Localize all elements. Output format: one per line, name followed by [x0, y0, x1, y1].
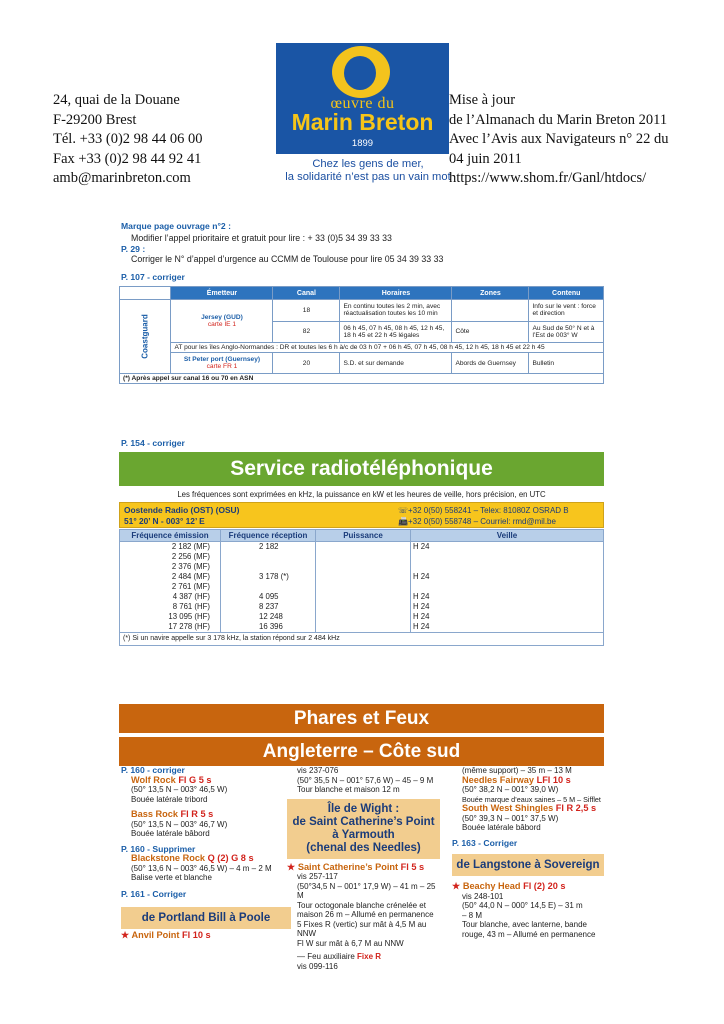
text-line: vis 248-101: [462, 891, 504, 901]
text-line: vis 257-117: [297, 872, 338, 881]
light-position: (50° 13,5 N – 003° 46,5 W): [131, 785, 228, 794]
aux-line: [297, 952, 440, 962]
station-info: [124, 505, 239, 527]
beachy-details: [452, 892, 604, 940]
needles-heading: [462, 776, 604, 786]
jersey-cell: [171, 300, 273, 343]
header-zones: Zones: [452, 287, 529, 300]
table-row: [120, 552, 604, 562]
text-line: vis 099-116: [297, 961, 338, 971]
cell: 12 248: [221, 612, 316, 622]
update-line: Avec l’Avis aux Navigateurs n° 22 du: [449, 131, 669, 147]
marque-text: Modifier l’appel prioritaire et gratuit pour lire : + 33 (0)5 34 39 33 33: [131, 233, 392, 243]
logo-year: 1899: [351, 138, 374, 149]
wight-box: [287, 799, 440, 859]
text-line: vis 237-076: [297, 766, 339, 775]
logo-tagline: [268, 158, 468, 184]
light-code: Fl R 2,5 s: [555, 803, 597, 813]
cell: 8 761 (HF): [120, 602, 221, 612]
header-freq-emission: Fréquence émission: [120, 530, 221, 542]
cell: [316, 542, 411, 553]
coastguard-table: [119, 286, 604, 384]
cell: Info sur le vent : force et direction: [529, 300, 604, 322]
text-line: (50° 44,0 N – 000° 14,5 E) – 31 m: [462, 901, 583, 910]
cell: [411, 582, 604, 592]
cell: 2 484 (MF): [120, 572, 221, 582]
cell: 2 256 (MF): [120, 552, 221, 562]
box-line: Île de Wight :: [327, 802, 400, 815]
table-header-row: [120, 287, 604, 300]
p161-title: P. 161 - Corriger: [121, 888, 187, 899]
text-line: 5 Fixes R (vertic) sur mât à 4,5 M au NNW: [297, 919, 427, 938]
light-position: (50° 13,6 N – 003° 46,5 W) – 4 m – 2 M: [131, 863, 272, 873]
logo-line1: œuvre du: [330, 95, 395, 112]
table-row: [120, 300, 604, 322]
p29-text: Corriger le N° d’appel d’urgence au CCMM de Toulouse pour lire 05 34 39 33 33: [131, 254, 444, 264]
light-code: Fl 5 s: [400, 861, 425, 872]
address-line: amb@marinbreton.com: [53, 170, 191, 186]
text-line: (50° 35,5 N – 001° 57,6 W) – 45 – 9 M: [297, 775, 434, 785]
cell: 4 387 (HF): [120, 592, 221, 602]
cell: [221, 562, 316, 572]
cell: [316, 622, 411, 633]
light-position: (50° 13,5 N – 003° 46,7 W): [131, 819, 228, 829]
light-code: Fl 10 s: [182, 930, 211, 940]
cell: En continu toutes les 2 min, avec réactualisation toutes les 10 min: [340, 300, 452, 322]
light-description: Bouée latérale bâbord: [462, 823, 541, 832]
table-row: [120, 602, 604, 612]
bass-rock-heading: [131, 810, 291, 820]
cell: S.D. et sur demande: [340, 353, 452, 374]
light-description: Bouée marque d’eaux saines – 5 M – Sifflet: [462, 794, 601, 804]
tagline-line: Chez les gens de mer,: [312, 158, 424, 170]
box-line: de Saint Catherine’s Point: [292, 815, 435, 828]
cell: 18: [273, 300, 340, 322]
table-footnote: (*) Après appel sur canal 16 ou 70 en ASN: [120, 374, 604, 384]
address-line: 24, quai de la Douane: [53, 92, 180, 108]
bass-rock-entry: [121, 810, 291, 839]
address-line: Tél. +33 (0)2 98 44 06 00: [53, 131, 203, 147]
update-line: 04 juin 2011: [449, 150, 522, 167]
stpeter-card: carte FR 1: [206, 363, 238, 370]
table-row: [120, 592, 604, 602]
header-canal: Canal: [273, 287, 340, 300]
phares-banner: Phares et Feux: [119, 704, 604, 733]
cell: 17 278 (HF): [120, 622, 221, 633]
light-name: Blackstone Rock: [131, 853, 206, 863]
table-row: [120, 562, 604, 572]
cell: Abords de Guernsey: [452, 353, 529, 374]
header-emetteur: Émetteur: [171, 287, 273, 300]
wolf-rock-entry: [121, 776, 291, 805]
table-footnote-row: [120, 374, 604, 384]
light-code: Fl (2) 20 s: [523, 881, 566, 891]
cell: [411, 552, 604, 562]
marin-breton-logo: [276, 43, 449, 154]
star-icon: ★: [287, 861, 296, 872]
table-row: [120, 572, 604, 582]
needles-entry: [452, 776, 604, 805]
cell: [316, 592, 411, 602]
cell: [316, 612, 411, 622]
light-code: Q (2) G 8 s: [207, 853, 254, 863]
radio-service-banner: Service radiotéléphonique: [119, 452, 604, 486]
light-name: Anvil Point: [131, 930, 180, 940]
p154-title: P. 154 - corriger: [121, 438, 185, 448]
cell: [316, 552, 411, 562]
header-freq-reception: Fréquence réception: [221, 530, 316, 542]
cell: 16 396: [221, 622, 316, 633]
light-name: Wolf Rock: [131, 774, 176, 785]
update-link[interactable]: https://www.shom.fr/Ganl/htdocs/: [449, 170, 647, 186]
text-line: (50°34,5 N – 001° 17,9 W) – 41 m – 25 M: [297, 881, 436, 900]
frequency-table: [119, 529, 604, 646]
jersey-name: Jersey (GUD): [201, 314, 243, 321]
column-1: [121, 766, 291, 941]
update-info: [449, 91, 668, 189]
station-fax: 📠+32 0(50) 558748 – Courriel: rmd@mil.be: [398, 517, 556, 526]
update-line: de l’Almanach du Marin Breton 2011: [449, 111, 668, 128]
cell: [452, 300, 529, 322]
station-phone: ☏+32 0(50) 558241 – Telex: 81080Z OSRAD B: [398, 506, 569, 515]
p29-title: P. 29 :: [121, 244, 146, 254]
tagline-line: la solidarité n’est pas un vain mot: [285, 171, 451, 183]
text-line: Fl W sur mât à 6,7 M au NNW: [297, 938, 404, 948]
column-2: [287, 766, 440, 971]
table-row: [120, 582, 604, 592]
station-contact: [398, 505, 569, 527]
cell: H 24: [411, 592, 604, 602]
light-description: Balise verte et blanche: [131, 873, 212, 882]
light-code: LFl 10 s: [536, 774, 571, 785]
cell: [316, 572, 411, 582]
text-line: maison 26 m – Allumé en permanence: [297, 910, 434, 919]
table-footnote-row: [120, 633, 604, 646]
aux-code: Fixe R: [357, 952, 382, 961]
light-code: Fl R 5 s: [180, 809, 214, 819]
update-line: Mise à jour: [449, 92, 516, 108]
cell: 2 182: [221, 542, 316, 553]
blackstone-heading: [131, 854, 291, 864]
table-row: [120, 343, 604, 353]
cell: [411, 562, 604, 572]
cell: Côte: [452, 321, 529, 343]
address-line: Fax +33 (0)2 98 44 92 41: [53, 150, 202, 167]
logo-emblem: [332, 46, 390, 98]
blackstone-entry: [121, 854, 291, 883]
station-name: Oostende Radio (OST) (OSU): [124, 505, 240, 515]
text-line: Tour octogonale blanche crénelée et: [297, 900, 426, 910]
cell: 82: [273, 321, 340, 343]
radio-subtitle: Les fréquences sont exprimées en kHz, la puissance en kW et les heures de veille, hors précision, en UTC: [177, 490, 546, 499]
text-line: rouge, 43 m – Allumé en permanence: [462, 929, 596, 939]
at-row-cell: AT pour les îles Anglo-Normandes : DR et toutes les 6 h à/c de 03 h 07 + 06 h 45, 07 h 45, 08 h 45, 12 h 45, 18 h 45 et 22 h 45: [171, 343, 604, 353]
header-puissance: Puissance: [316, 530, 411, 542]
table-row: [120, 622, 604, 633]
p163-title: P. 163 - Corriger: [452, 837, 518, 848]
header-horaires: Horaires: [340, 287, 452, 300]
table-header-row: [120, 530, 604, 542]
light-code: Fl G 5 s: [178, 774, 212, 785]
cell: H 24: [411, 602, 604, 612]
address-line: F-29200 Brest: [53, 111, 137, 128]
table-row: [120, 542, 604, 553]
light-name: Saint Catherine’s Point: [297, 861, 399, 872]
cell: 3 178 (*): [221, 572, 316, 582]
light-name: South West Shingles: [462, 803, 554, 813]
light-position: (50° 39,3 N – 001° 37,5 W): [462, 813, 559, 823]
cell: H 24: [411, 612, 604, 622]
light-position: (50° 38,2 N – 001° 39,0 W): [462, 785, 559, 794]
box-line: (chenal des Needles): [306, 841, 421, 854]
angleterre-banner: Angleterre – Côte sud: [119, 737, 604, 766]
table-row: [120, 612, 604, 622]
cell: 8 237: [221, 602, 316, 612]
header-contenu: Contenu: [529, 287, 604, 300]
side-label-cell: [120, 300, 171, 374]
p160s-title: P. 160 - Supprimer: [121, 843, 196, 854]
logo-line2: Marin Breton: [291, 109, 434, 135]
sws-entry: [452, 804, 604, 833]
sender-address: [53, 91, 203, 189]
stpeter-name: St Peter port (Guernsey): [183, 356, 261, 363]
jersey-card: carte IE 1: [207, 321, 237, 328]
marque-title: Marque page ouvrage n°2 :: [121, 221, 231, 231]
beachy-heading: [452, 882, 604, 892]
text-line: Tour blanche, avec lanterne, bande: [462, 920, 587, 929]
cell: 2 376 (MF): [120, 562, 221, 572]
aux-text: — Feu auxiliaire: [297, 952, 355, 961]
coastguard-label: Coastguard: [140, 314, 150, 359]
p107-title: P. 107 - corriger: [121, 272, 185, 282]
text-line: – 8 M: [462, 910, 483, 920]
cell: 2 761 (MF): [120, 582, 221, 592]
station-position: 51° 20’ N - 003° 12’ E: [124, 516, 205, 526]
light-name: Needles Fairway: [462, 774, 535, 785]
cell: 20: [273, 353, 340, 374]
freq-footnote: (*) Si un navire appelle sur 3 178 kHz, la station répond sur 2 484 kHz: [120, 633, 604, 646]
anvil-continued: [287, 766, 440, 795]
light-description: Bouée latérale tribord: [131, 794, 208, 804]
stc-details: [287, 872, 440, 971]
cell: [316, 562, 411, 572]
cell: [221, 552, 316, 562]
sws-heading: [462, 804, 604, 814]
table-row: [120, 353, 604, 374]
cell: 13 095 (HF): [120, 612, 221, 622]
cell: 2 182 (MF): [120, 542, 221, 553]
stpeter-cell: [171, 353, 273, 374]
portland-box: de Portland Bill à Poole: [121, 907, 291, 929]
cell: 06 h 45, 07 h 45, 08 h 45, 12 h 45, 18 h 45 et 22 h 45 légales: [340, 321, 452, 343]
anvil-heading: [121, 931, 291, 941]
p160-title: P. 160 - corriger: [121, 765, 185, 775]
cell: [316, 582, 411, 592]
stc-heading: [287, 863, 440, 873]
light-name: Beachy Head: [462, 881, 521, 891]
light-name: Bass Rock: [131, 809, 178, 819]
header-blank: [120, 287, 171, 300]
station-box: [119, 502, 604, 528]
wolf-rock-heading: [131, 776, 291, 786]
cell: H 24: [411, 542, 604, 553]
text-line: (même support) – 35 m – 13 M: [462, 766, 572, 775]
text-line: Tour blanche et maison 12 m: [297, 785, 400, 794]
star-icon: ★: [452, 881, 461, 891]
cell: Au Sud de 50° N et à l’Est de 003° W: [529, 321, 604, 343]
cell: H 24: [411, 572, 604, 582]
column-3: [452, 766, 604, 939]
langstone-box: de Langstone à Sovereign: [452, 854, 604, 876]
cell: Bulletin: [529, 353, 604, 374]
cell: [221, 582, 316, 592]
cell: H 24: [411, 622, 604, 633]
star-icon: ★: [121, 930, 130, 940]
box-line: à Yarmouth: [332, 828, 395, 841]
header-veille: Veille: [411, 530, 604, 542]
cell: [316, 602, 411, 612]
light-description: Bouée latérale bâbord: [131, 829, 210, 838]
cell: 4 095: [221, 592, 316, 602]
